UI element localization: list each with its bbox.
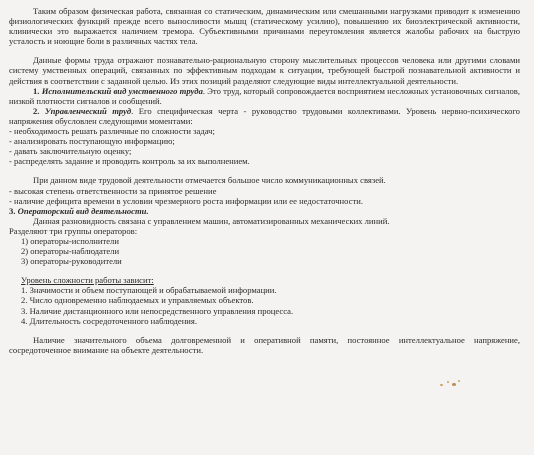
- list-item: 2. Число одновременно наблюдаемых и управляемых объектов.: [21, 295, 254, 306]
- bullet-item: - анализировать поступающую информацию;: [9, 136, 175, 147]
- spacer: [9, 46, 520, 55]
- paragraph-communications: При данном виде трудовой деятельности отмечается большое число коммуникационных связей.: [33, 175, 386, 186]
- item-number: 3.: [9, 205, 16, 216]
- item-title-end: .: [146, 205, 149, 216]
- list-item: 4. Длительность сосредоточенного наблюдения.: [21, 315, 197, 326]
- spacer: [9, 326, 520, 335]
- item-text: . Его специфическая черта - руководство трудовыми коллективами. Уровень нервно-психического напряжения обусловлен следующими моментами:: [9, 105, 520, 126]
- scan-speck: [438, 378, 464, 390]
- item-executive-work: [9, 86, 520, 106]
- complexity-section: [9, 275, 520, 325]
- item-title: Управленческий труд: [44, 105, 132, 116]
- list-item: 3) операторы-руководители: [21, 256, 122, 267]
- bullet-item: - высокая степень ответственности за принятое решение: [9, 185, 217, 196]
- paragraph-operator-groups: Разделяют три группы операторов:: [9, 225, 138, 236]
- list-item: 3. Наличие дистанционного или непосредственного управления процесса.: [21, 305, 294, 316]
- item-title: Исполнительский вид умственного труда: [41, 85, 203, 96]
- operator-list: [9, 236, 520, 266]
- paragraph-memory-load: Наличие значительного объема долговременной и оперативной памяти, постоянное интеллектуальное напряжение, сосредоточенное внимание на объекте деятельности.: [9, 334, 520, 355]
- item-text: . Это труд, который сопровождается восприятием несложных установочных сигналов, низкой плотности сигналов и сообщений.: [9, 85, 520, 106]
- bullet-item: - давать заключительную оценку;: [9, 146, 132, 157]
- bullet-item: - распределять задание и проводить контроль за их выполнением.: [9, 156, 250, 167]
- item-managerial-work: [9, 106, 520, 126]
- paragraph-operator-definition: Данная разновидность связана с управлением машин, автоматизированных механических линий.: [33, 215, 390, 226]
- paragraph-forms-of-labor: Данные формы труда отражают познавательно-рациональную сторону мыслительных процессов человека или другими словами систему умственных операций, связанных по эффективным подходам к ситуации, требующей быстрой познавательной активности и действия в соответствии с заданной целью. Из этих позиций разделяют следующие виды интеллектуальной деятельности.: [9, 55, 520, 86]
- item-number: 1.: [33, 85, 40, 96]
- list-item: 1) операторы-исполнители: [21, 235, 119, 246]
- list-item: 2) операторы-наблюдатели: [21, 246, 120, 257]
- item-number: 2.: [33, 105, 40, 116]
- paragraph-physical-work: Таким образом физическая работа, связанная со статическим, динамическим или смешанными нагрузками приводит к изменению физиологических функций прежде всего выносливости мышц (статическому усилию), повышению их биоэлектрической активности, клинически это выражается наличием тремора. Субъективными причинами переутомления является жалобы рабочих на быструю усталость и ноющие боли в различных частях тела.: [9, 6, 520, 47]
- bullet-item: - наличие дефицита времени в условии чрезмерного роста информации или ее недостаточности.: [9, 195, 363, 206]
- bullet-item: - необходимость решать различные по сложности задач;: [9, 126, 215, 137]
- spacer: [9, 266, 520, 275]
- spacer: [9, 166, 520, 175]
- item-title: Операторский вид деятельности: [17, 205, 147, 216]
- complexity-heading: Уровень сложности работы зависит:: [21, 275, 154, 286]
- item-operator-work: [9, 206, 520, 216]
- communications-bullets: [9, 186, 520, 206]
- managerial-bullets: [9, 126, 520, 166]
- list-item: 1. Значимости и объем поступающей и обрабатываемой информации.: [21, 285, 277, 296]
